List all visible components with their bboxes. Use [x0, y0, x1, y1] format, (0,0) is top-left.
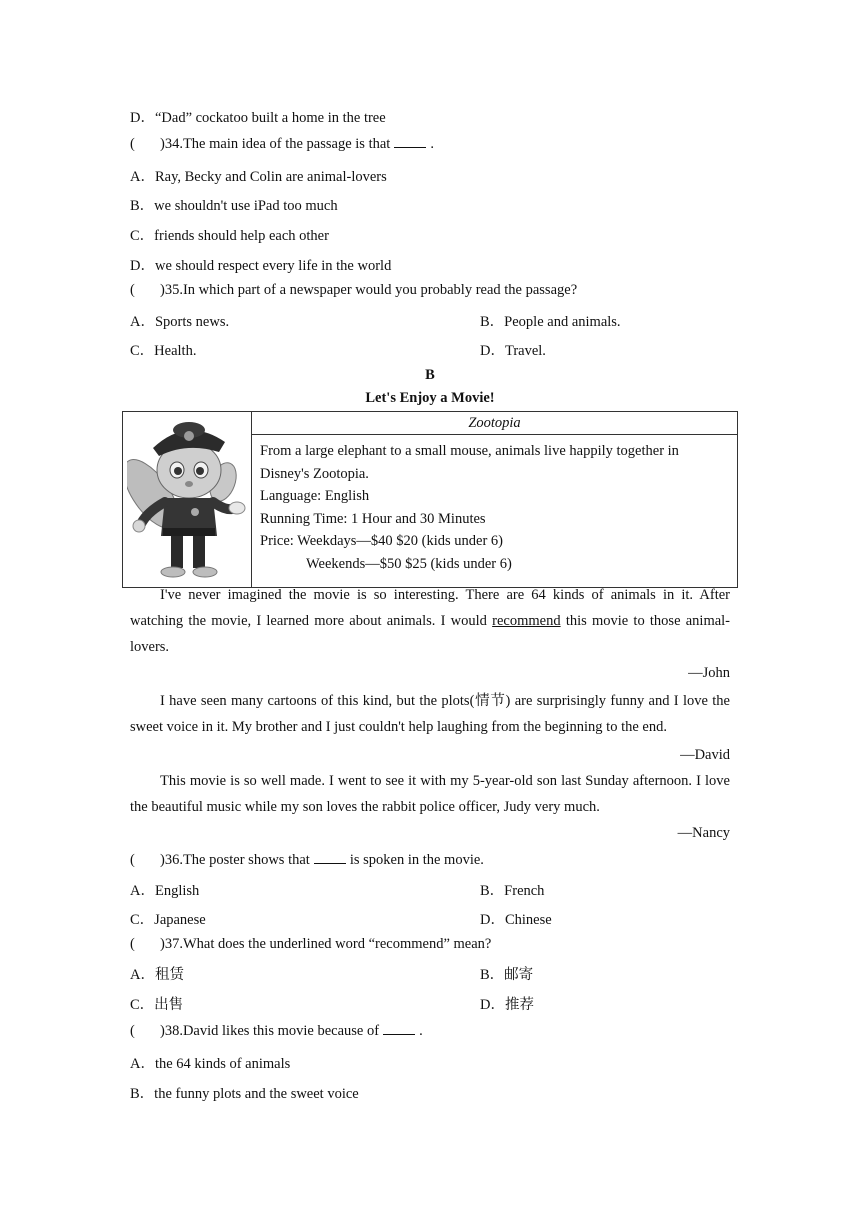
poster-price-weekdays: Price: Weekdays—$40 $20 (kids under 6) — [260, 533, 504, 550]
q38-stem-end: . — [419, 1023, 423, 1039]
q36-stem-end: is spoken in the movie. — [349, 852, 484, 868]
q34-option-a[interactable]: A．Ray, Becky and Colin are animal-lovers — [130, 169, 387, 185]
q34-option-b[interactable]: B．we shouldn't use iPad too much — [130, 198, 338, 214]
poster-desc-line1: From a large elephant to a small mouse, animals live happily together in — [260, 443, 679, 459]
q34-option-d[interactable]: D．we should respect every life in the world — [130, 258, 392, 274]
q35-stem-text: )35.In which part of a newspaper would you probably read the passage? — [160, 282, 578, 298]
poster-image-cell — [123, 412, 252, 588]
q35-option-c[interactable]: C．Health. — [130, 343, 197, 359]
rabbit-officer-image — [127, 412, 247, 582]
q36-stem — [130, 851, 484, 869]
answer-blank — [383, 1022, 415, 1035]
q37-option-b[interactable]: B．邮寄 — [480, 967, 534, 983]
section-title: Let's Enjoy a Movie! — [365, 390, 495, 406]
q33-option-d: D．“Dad” cockatoo built a home in the tree — [130, 110, 386, 126]
review-david-text: I have seen many cartoons of this kind, but the plots(情节) are surprisingly funny and I love the sweet voice in it. My brother and I just couldn't help laughing from the beginning to the end. — [130, 693, 730, 735]
review-john-signature: —John — [688, 665, 730, 681]
q36-option-a[interactable]: A．English — [130, 883, 200, 899]
q37-stem-text: )37.What does the underlined word “recommend” mean? — [160, 936, 492, 952]
q37-stem — [130, 936, 491, 953]
review-john — [130, 582, 730, 660]
answer-blank — [394, 135, 426, 148]
poster-movie-title: Zootopia — [252, 412, 738, 435]
poster-info-cell — [252, 435, 738, 588]
q36-stem-text: )36.The poster shows that — [160, 852, 310, 868]
q36-option-c[interactable]: C．Japanese — [130, 912, 206, 928]
q34-option-c[interactable]: C．friends should help each other — [130, 228, 329, 244]
poster-running-time: Running Time: 1 Hour and 30 Minutes — [260, 510, 486, 527]
answer-paren[interactable]: ( — [130, 1023, 135, 1039]
review-john-text: I've never imagined the movie is so interesting. There are 64 kinds of animals in it. After watching the movie, I learned more about animals. I would — [130, 587, 730, 629]
review-david-signature: —David — [680, 747, 730, 763]
review-nancy-signature: —Nancy — [677, 825, 730, 841]
review-nancy — [130, 768, 730, 820]
underlined-word: recommend — [492, 613, 561, 629]
answer-paren[interactable]: ( — [130, 852, 135, 868]
poster-desc-line2: Disney's Zootopia. — [260, 465, 369, 482]
q35-option-b[interactable]: B．People and animals. — [480, 314, 621, 330]
answer-paren[interactable]: ( — [130, 282, 135, 298]
poster-price-weekends: Weekends—$50 $25 (kids under 6) — [306, 555, 512, 572]
q37-option-d[interactable]: D．推荐 — [480, 997, 534, 1013]
q36-option-b[interactable]: B．French — [480, 883, 545, 899]
review-david — [130, 688, 730, 740]
q34-stem-text: )34.The main idea of the passage is that — [160, 136, 391, 152]
section-letter: B — [425, 367, 435, 383]
q35-stem — [130, 282, 577, 299]
q37-option-c[interactable]: C．出售 — [130, 997, 184, 1013]
q38-stem — [130, 1022, 423, 1040]
q36-option-d[interactable]: D．Chinese — [480, 912, 552, 928]
q34-stem — [130, 135, 434, 153]
q35-option-d[interactable]: D．Travel. — [480, 343, 546, 359]
answer-paren[interactable]: ( — [130, 136, 135, 152]
q38-option-b[interactable]: B．the funny plots and the sweet voice — [130, 1086, 359, 1102]
answer-blank — [314, 851, 346, 864]
q37-option-a[interactable]: A．租赁 — [130, 967, 184, 983]
review-john-text-end: this movie to those animal-lovers. — [130, 613, 731, 655]
poster-language: Language: English — [260, 488, 370, 505]
q34-stem-end: . — [430, 136, 434, 152]
review-nancy-text: This movie is so well made. I went to see it with my 5-year-old son last Sunday afternoon. I love the beautiful music while my son loves the rabbit police officer, Judy very much. — [130, 773, 730, 815]
q38-option-a[interactable]: A．the 64 kinds of animals — [130, 1056, 291, 1072]
answer-paren[interactable]: ( — [130, 936, 135, 952]
q38-stem-text: )38.David likes this movie because of — [160, 1023, 380, 1039]
q35-option-a[interactable]: A．Sports news. — [130, 314, 230, 330]
movie-poster-table — [122, 411, 738, 588]
